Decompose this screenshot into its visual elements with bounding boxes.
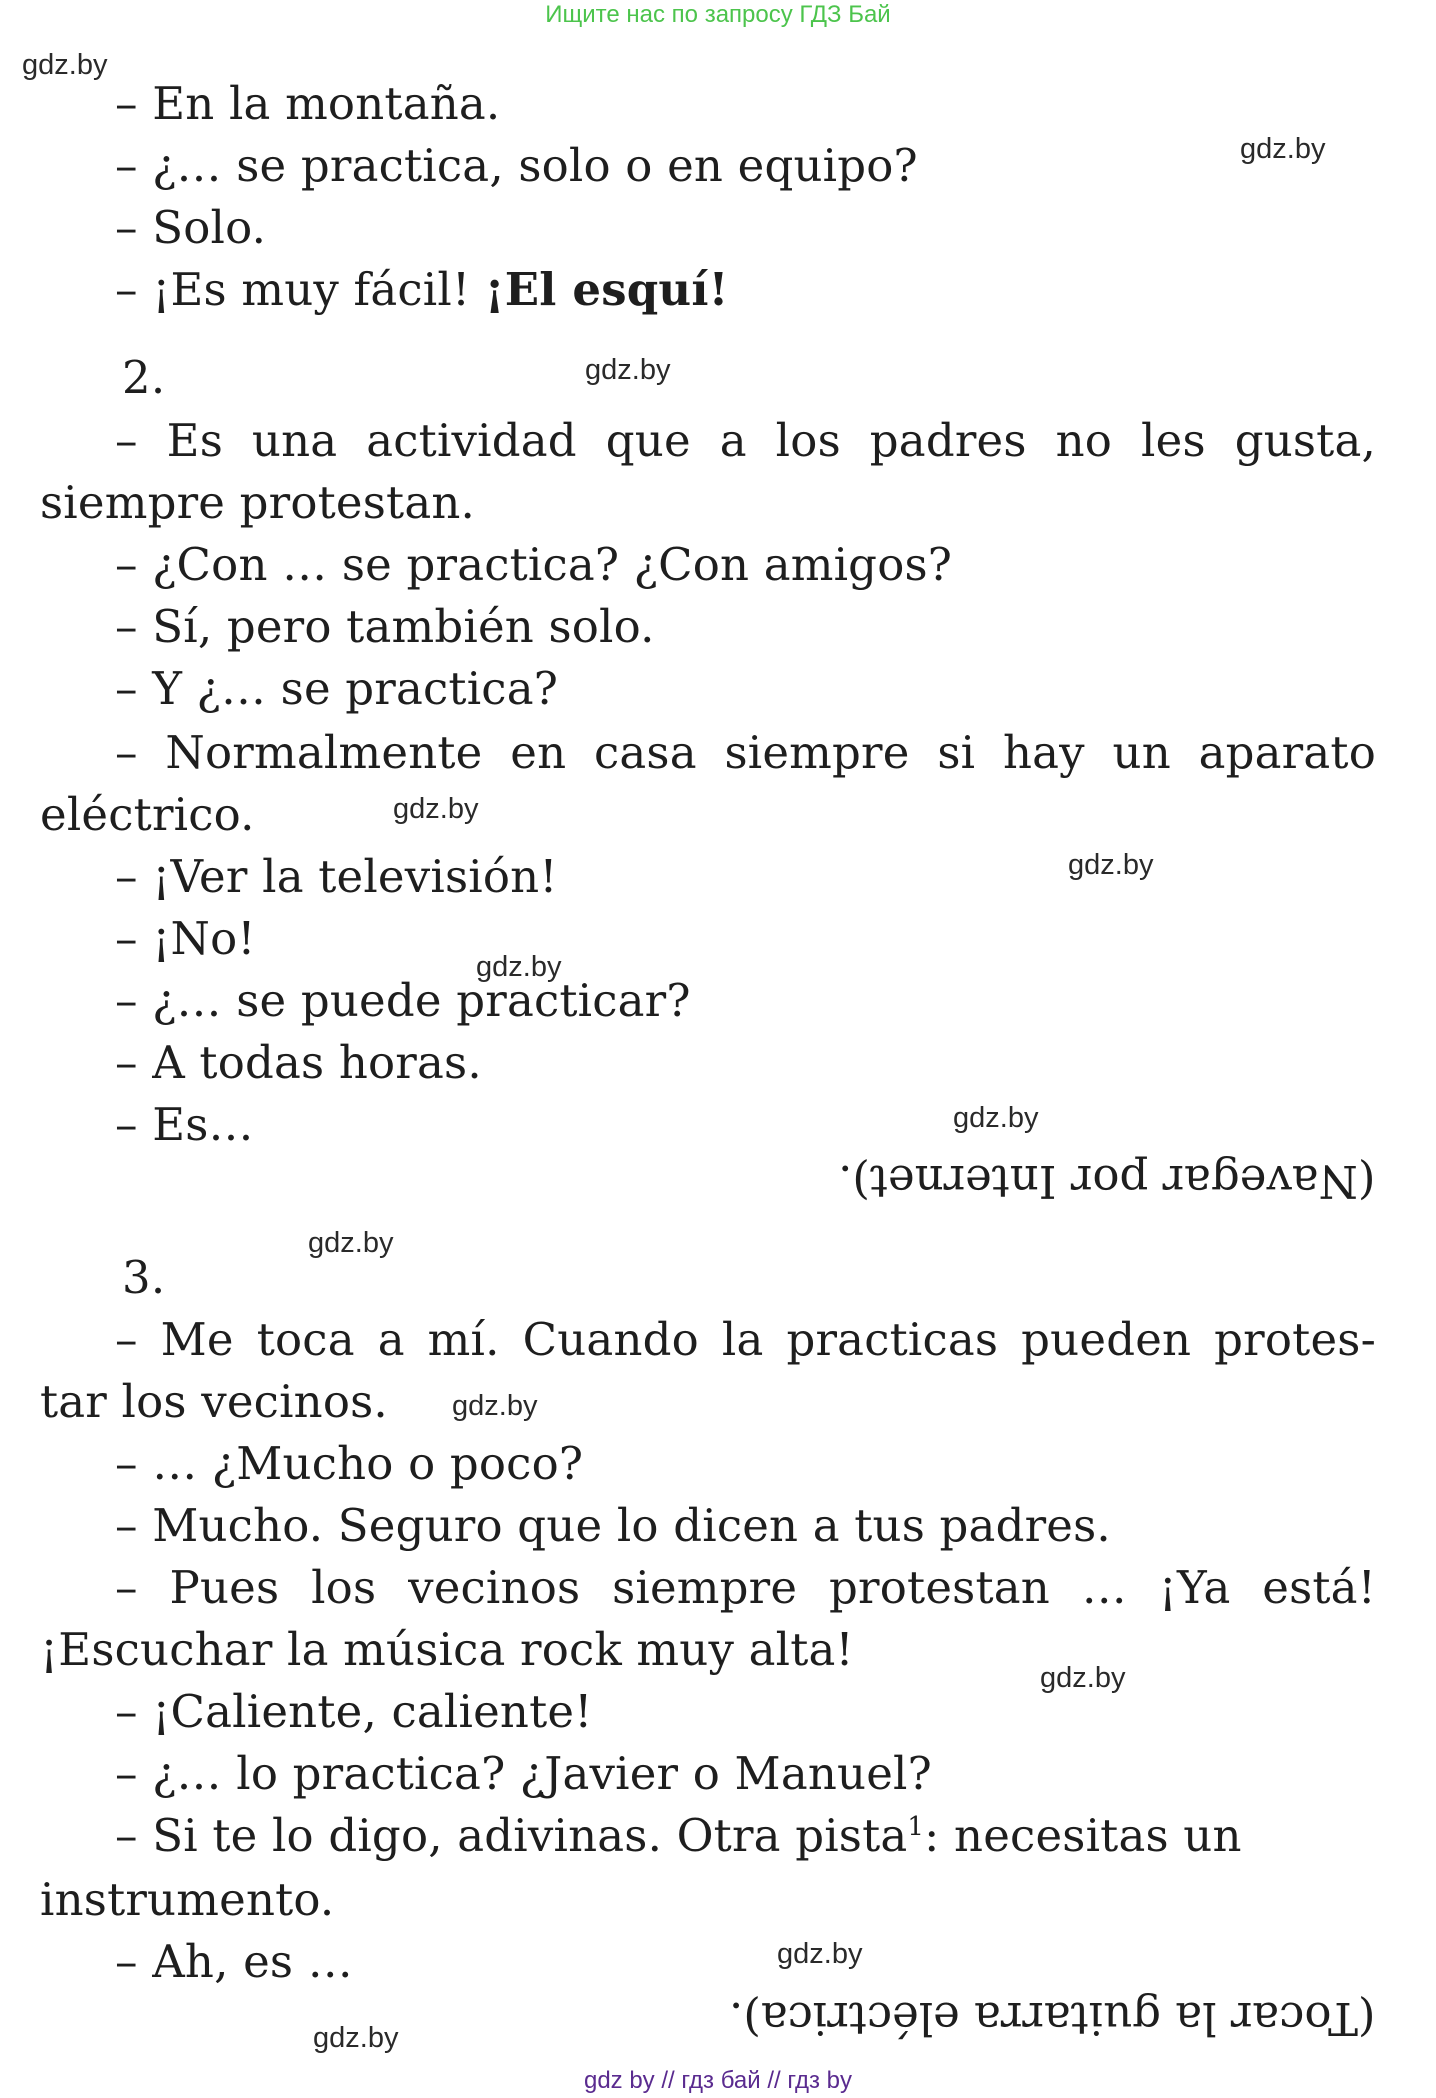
answer-text: ¡El esquí! bbox=[484, 263, 729, 316]
site-banner: Ищите нас по запросу ГДЗ Бай bbox=[545, 1, 891, 28]
dialogue-line: – ¡Ver la televisión! bbox=[115, 850, 558, 903]
dialogue-line-cont: siempre protestan. bbox=[40, 476, 476, 529]
dialogue-line bbox=[115, 262, 729, 318]
dialogue-line: – Mucho. Seguro que lo dicen a tus padres. bbox=[115, 1499, 1111, 1552]
dialogue-line: – Normalmente en casa siempre si hay un aparato bbox=[115, 726, 1376, 779]
dialogue-line: – En la montaña. bbox=[115, 77, 501, 130]
dialogue-line: – A todas horas. bbox=[115, 1036, 482, 1089]
dialogue-line-cont: instrumento. bbox=[40, 1873, 335, 1926]
site-footer: gdz by // гдз бай // гдз by bbox=[583, 2067, 853, 2094]
dialogue-line: – Ah, es … bbox=[115, 1935, 353, 1988]
dialogue-line-cont: eléctrico. bbox=[40, 788, 255, 841]
dialogue-line: – ¡Caliente, caliente! bbox=[115, 1685, 593, 1738]
dialogue-line: – Solo. bbox=[115, 201, 267, 254]
watermark: gdz.by bbox=[313, 2022, 399, 2054]
watermark: gdz.by bbox=[393, 793, 479, 825]
dialogue-line: – Me toca a mí. Cuando la practicas pueden protes- bbox=[115, 1313, 1376, 1366]
dialogue-line: – Pues los vecinos siempre protestan … ¡Ya está! bbox=[115, 1561, 1376, 1614]
dialogue-line: – ¿… se puede practicar? bbox=[115, 974, 691, 1027]
dialogue-text: : necesitas un bbox=[924, 1809, 1242, 1862]
watermark: gdz.by bbox=[777, 1938, 863, 1970]
dialogue-line: – ¿… lo practica? ¿Javier o Manuel? bbox=[115, 1747, 932, 1800]
dialogue-line: – ¿… se practica, solo o en equipo? bbox=[115, 139, 918, 192]
watermark: gdz.by bbox=[476, 951, 562, 983]
dialogue-line: – Y ¿… se practica? bbox=[115, 662, 559, 715]
watermark: gdz.by bbox=[308, 1227, 394, 1259]
dialogue-line-cont: tar los vecinos. bbox=[40, 1375, 388, 1428]
dialogue-text: – Si te lo digo, adivinas. Otra pista bbox=[115, 1809, 908, 1862]
dialogue-text: – ¡Es muy fácil! bbox=[115, 263, 485, 316]
watermark: gdz.by bbox=[22, 49, 108, 81]
dialogue-line: – Es… bbox=[115, 1098, 254, 1151]
dialogue-line-cont: ¡Escuchar la música rock muy alta! bbox=[40, 1623, 854, 1676]
watermark: gdz.by bbox=[452, 1390, 538, 1422]
dialogue-line bbox=[115, 1808, 1242, 1864]
dialogue-line: – ¡No! bbox=[115, 912, 256, 965]
upside-down-answer: (Navegar por Internet). bbox=[838, 1155, 1376, 1208]
dialogue-line: – … ¿Mucho o poco? bbox=[115, 1437, 584, 1490]
section-number: 2. bbox=[122, 351, 166, 404]
watermark: gdz.by bbox=[953, 1102, 1039, 1134]
dialogue-line: – Es una actividad que a los padres no les gusta, bbox=[115, 414, 1376, 467]
watermark: gdz.by bbox=[585, 354, 671, 386]
upside-down-answer: (Tocar la guitarra eléctrica). bbox=[729, 1992, 1376, 2045]
section-number: 3. bbox=[122, 1251, 166, 1304]
footnote-marker: 1 bbox=[907, 1812, 925, 1842]
watermark: gdz.by bbox=[1068, 849, 1154, 881]
dialogue-line: – ¿Con … se practica? ¿Con amigos? bbox=[115, 538, 953, 591]
watermark: gdz.by bbox=[1240, 133, 1326, 165]
watermark: gdz.by bbox=[1040, 1662, 1126, 1694]
dialogue-line: – Sí, pero también solo. bbox=[115, 600, 655, 653]
